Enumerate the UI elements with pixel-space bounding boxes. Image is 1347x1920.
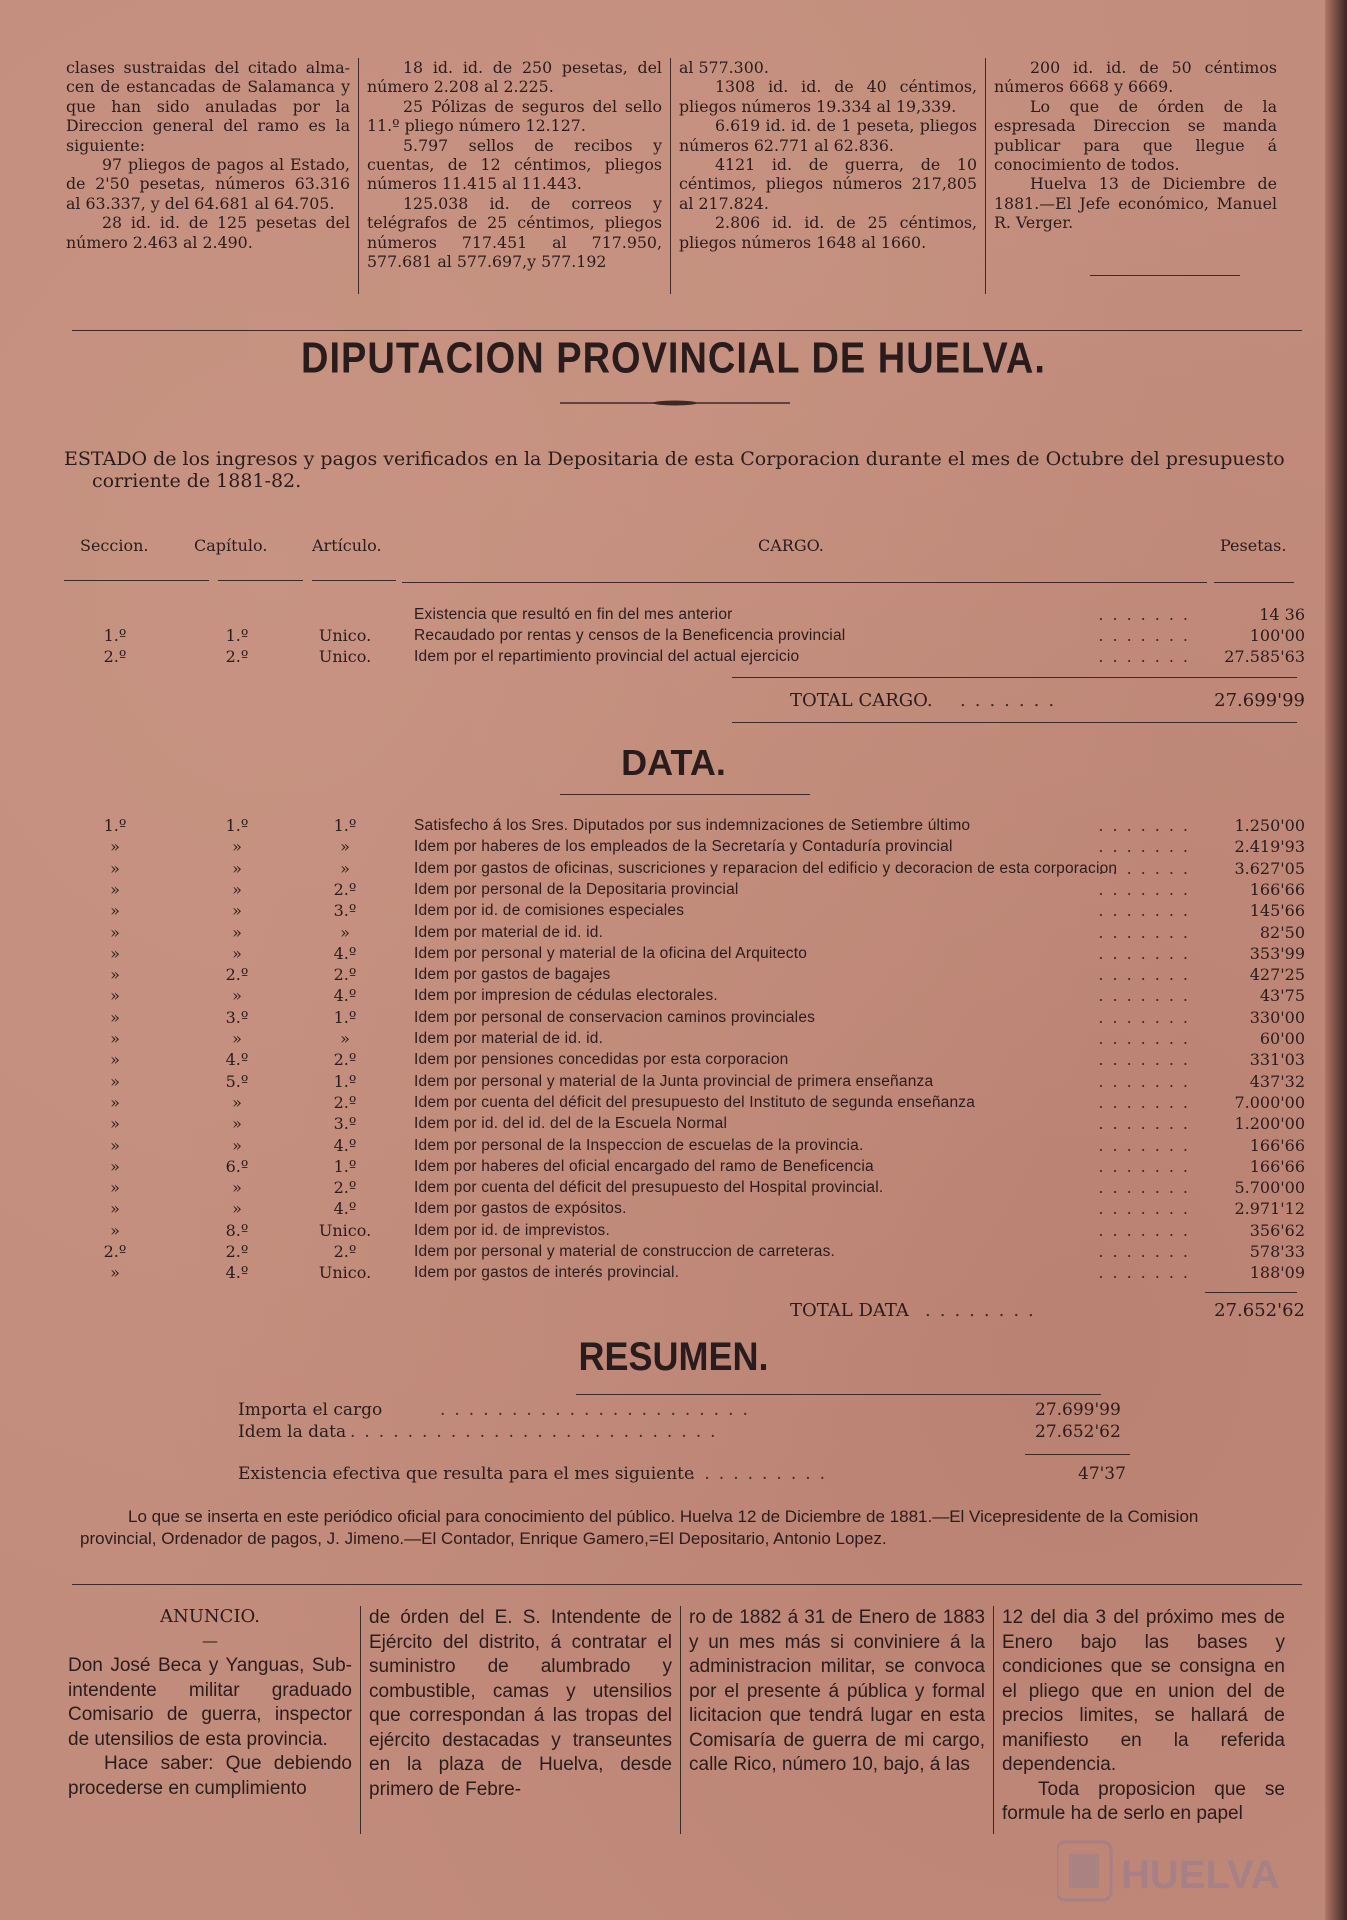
section-rule	[1090, 275, 1240, 276]
concept-cell: Idem por personal de la Inspeccion de escuelas de la provincia.	[414, 1136, 864, 1154]
seccion-cell: »	[110, 901, 120, 921]
capitulo-cell: »	[232, 922, 242, 942]
articulo-cell: 1.º	[333, 1156, 357, 1176]
concept-cell: Idem por haberes de los empleados de la Secretaría y Contaduría provincial	[414, 838, 953, 856]
table-row	[0, 858, 1347, 879]
articulo-cell: 2.º	[333, 1178, 357, 1198]
header-seccion: Seccion.	[80, 536, 149, 555]
anuncio-title: ANUNCIO.	[160, 1606, 260, 1627]
concept-cell: Idem por cuenta del déficit del presupuesto del Instituto de segunda enseñanza	[414, 1093, 976, 1111]
paragraph: 5.797 sellos de recibos y cuentas, de 12 céntimos, pliegos números 11.415 al 11.443.	[367, 135, 662, 194]
header-rule	[402, 582, 1207, 583]
leader-dots: .......	[1098, 816, 1197, 835]
seccion-cell: »	[110, 986, 120, 1006]
amount-cell: 43'75	[1259, 986, 1305, 1006]
seccion-cell: 2.º	[103, 1242, 127, 1261]
seccion-cell: »	[110, 1263, 120, 1283]
capitulo-cell: »	[232, 943, 242, 963]
concept-cell: Idem por id. de imprevistos.	[414, 1221, 610, 1239]
capitulo-cell: »	[232, 1199, 242, 1219]
header-cargo: CARGO.	[758, 536, 824, 555]
amount-cell: 356'62	[1249, 1220, 1305, 1240]
paragraph: 12 del dia 3 del próximo mes de Enero bajo las bases y condiciones que se consigna en el pliego que en union del de precios limites, se hallará de manifiesto en la referida dependencia.	[1002, 1607, 1285, 1775]
leader-dots: .......	[1098, 605, 1197, 624]
leader-dots: .......	[1098, 858, 1197, 878]
table-row	[0, 879, 1347, 900]
articulo-cell: 4.º	[333, 1199, 357, 1219]
table-row	[0, 922, 1347, 943]
table-row	[0, 1028, 1347, 1049]
paragraph: 2.806 id. id. de 25 céntimos, pliegos números 1648 al 1660.	[679, 213, 977, 252]
table-row	[0, 815, 1347, 836]
anuncio-column-4	[993, 1606, 1293, 1834]
seccion-cell: 2.º	[103, 647, 127, 666]
amount-cell: 27.585'63	[1224, 647, 1305, 666]
amount-cell: 166'66	[1249, 1135, 1305, 1155]
total-cargo-label: TOTAL CARGO.	[790, 690, 933, 711]
amount-cell: 100'00	[1249, 626, 1305, 645]
table-row	[0, 1007, 1347, 1028]
leader-dots: .......	[1098, 879, 1197, 899]
table-row	[0, 1241, 1347, 1262]
top-column-4	[985, 58, 1285, 294]
leader-dots: .......	[1098, 1071, 1197, 1091]
anuncio-dash: —	[202, 1631, 218, 1650]
articulo-cell: 1.º	[333, 816, 357, 835]
statement-intro	[64, 448, 1304, 492]
seccion-cell: »	[110, 1071, 120, 1091]
leader-dots: .......	[1098, 1220, 1197, 1240]
amount-cell: 331'03	[1249, 1050, 1305, 1070]
top-column-2	[358, 58, 670, 294]
paragraph: 1308 id. id. de 40 céntimos, pliegos números 19.334 al 19,339.	[679, 77, 977, 116]
amount-cell: 1.250'00	[1234, 816, 1305, 835]
table-row	[0, 1177, 1347, 1198]
amount-cell: 188'09	[1249, 1263, 1305, 1283]
table-row	[0, 1092, 1347, 1113]
anuncio-column-3	[680, 1606, 993, 1834]
amount-cell: 14 36	[1259, 605, 1305, 624]
amount-cell: 578'33	[1249, 1242, 1305, 1261]
articulo-cell: 2.º	[333, 1242, 357, 1261]
capitulo-cell: 8.º	[225, 1220, 249, 1240]
seccion-cell: »	[110, 1007, 120, 1027]
concept-cell: Idem por cuenta del déficit del presupuesto del Hospital provincial.	[414, 1179, 884, 1197]
amount-cell: 166'66	[1249, 1156, 1305, 1176]
header-rule	[64, 580, 209, 581]
articulo-cell: Unico.	[318, 1263, 372, 1283]
leader-dots: .......	[960, 690, 1064, 711]
capitulo-cell: 2.º	[225, 1242, 249, 1261]
seccion-cell: 1.º	[103, 626, 127, 645]
table-row	[0, 964, 1347, 985]
amount-cell: 330'00	[1249, 1007, 1305, 1027]
leader-dots: ..........................	[350, 1422, 725, 1442]
leader-dots: .......	[1098, 986, 1197, 1006]
leader-dots: ........	[925, 1300, 1043, 1321]
seccion-cell: »	[110, 1220, 120, 1240]
anuncio-columns	[60, 1606, 1293, 1834]
paragraph: Don José Beca y Yanguas, Sub-intendente militar graduado Comisario de guerra, inspector de utensilios de esta provincia.	[68, 1655, 352, 1750]
capitulo-cell: »	[232, 1135, 242, 1155]
capitulo-cell: »	[232, 901, 242, 921]
closing-paragraph	[80, 1506, 1310, 1550]
amount-cell: 427'25	[1249, 965, 1305, 985]
total-rule	[732, 677, 1297, 678]
watermark-text: HUELVA	[1121, 1853, 1280, 1897]
articulo-cell: 2.º	[333, 1050, 357, 1070]
leader-dots: .......	[1098, 901, 1197, 921]
articulo-cell: 3.º	[333, 901, 357, 921]
top-columns	[58, 58, 1285, 294]
articulo-cell: »	[340, 1029, 350, 1048]
leader-dots: .......	[1098, 1050, 1197, 1070]
seccion-cell: »	[110, 1178, 120, 1198]
header-pesetas: Pesetas.	[1220, 536, 1287, 555]
concept-cell: Idem por personal de la Depositaria provincial	[414, 880, 739, 898]
header-capitulo: Capítulo.	[194, 536, 268, 555]
concept-cell: Idem por personal de conservacion caminos provinciales	[414, 1008, 816, 1026]
total-rule	[1205, 1292, 1297, 1293]
intro-line: ESTADO de los ingresos y pagos verificados en la Depositaria de esta Corporacion durante el mes de Octubre del presupuesto	[64, 448, 1285, 470]
concept-cell: Idem por haberes del oficial encargado del ramo de Beneficencia	[414, 1157, 874, 1175]
table-row	[0, 646, 1347, 667]
capitulo-cell: 4.º	[225, 1263, 249, 1283]
capitulo-cell: 3.º	[225, 1007, 249, 1027]
amount-cell: 166'66	[1249, 879, 1305, 899]
concept-cell: Idem por gastos de interés provincial.	[414, 1264, 680, 1282]
articulo-cell: 4.º	[333, 1135, 357, 1155]
table-row	[0, 1071, 1347, 1092]
paragraph: 25 Pólizas de seguros del sello 11.º pliego número 12.127.	[367, 96, 662, 136]
paragraph: 200 id. id. de 50 céntimos números 6668 y 6669.	[994, 58, 1277, 97]
header-rule	[312, 580, 396, 581]
articulo-cell: »	[340, 837, 350, 857]
seccion-cell: »	[110, 1135, 120, 1155]
concept-cell: Idem por personal y material de la Junta provincial de primera enseñanza	[414, 1072, 934, 1090]
section-heading: DIPUTACION PROVINCIAL DE HUELVA.	[301, 334, 1046, 384]
concept-cell: Idem por id. del id. del de la Escuela Normal	[414, 1115, 728, 1133]
leader-dots: .......	[1098, 1114, 1197, 1134]
leader-dots: .......	[1098, 1007, 1197, 1027]
seccion-cell: »	[110, 1050, 120, 1070]
seccion-cell: »	[110, 1029, 120, 1048]
table-row	[0, 1113, 1347, 1134]
leader-dots: .......	[1098, 1029, 1197, 1048]
top-column-1	[58, 58, 358, 294]
table-row	[0, 604, 1347, 625]
table-row	[0, 1049, 1347, 1070]
paragraph: Huelva 13 de Diciembre de 1881.—El Jefe económico, Manuel R. Verger.	[994, 174, 1277, 233]
resumen-rule	[1025, 1454, 1130, 1455]
amount-cell: 353'99	[1249, 943, 1305, 963]
concept-cell: Idem por impresion de cédulas electorales.	[414, 987, 718, 1005]
table-row	[0, 943, 1347, 964]
resumen-data-label: Idem la data	[238, 1422, 347, 1442]
leader-dots: .......	[1098, 1263, 1197, 1283]
concept-cell: Existencia que resultó en fin del mes anterior	[414, 606, 733, 623]
resumen-cargo-amount: 27.699'99	[1035, 1400, 1121, 1420]
leader-dots: .......	[1098, 1092, 1197, 1112]
total-rule	[732, 722, 1297, 723]
paragraph: Hace saber: Que debiendo procederse en cumplimiento	[68, 1753, 352, 1799]
amount-cell: 2.971'12	[1234, 1199, 1305, 1219]
amount-cell: 437'32	[1249, 1071, 1305, 1091]
amount-cell: 5.700'00	[1234, 1178, 1305, 1198]
articulo-cell: 3.º	[333, 1114, 357, 1134]
resumen-cargo-label: Importa el cargo	[238, 1400, 383, 1420]
total-data-amount: 27.652'62	[1214, 1300, 1305, 1321]
resumen-rule	[576, 1394, 1101, 1395]
concept-cell: Idem por gastos de bagajes	[414, 966, 611, 984]
concept-cell: Idem por personal y material de construccion de carreteras.	[414, 1243, 836, 1260]
concept-cell: Idem por personal y material de la oficina del Arquitecto	[414, 944, 808, 962]
capitulo-cell: »	[232, 1092, 242, 1112]
paragraph: 97 pliegos de pagos al Estado, de 2'50 pesetas, números 63.316 al 63.337, y del 64.681 al 64.705.	[66, 155, 350, 213]
amount-cell: 3.627'05	[1234, 858, 1305, 878]
seccion-cell: »	[110, 858, 120, 878]
articulo-cell: Unico.	[318, 647, 372, 666]
leader-dots: .......	[1098, 837, 1197, 857]
leader-dots: ..........	[690, 1464, 835, 1484]
amount-cell: 2.419'93	[1234, 837, 1305, 857]
resumen-heading: RESUMEN.	[578, 1333, 769, 1379]
leader-dots: .......	[1098, 1178, 1197, 1198]
paragraph: 4121 id. de guerra, de 10 céntimos, pliegos números 217,805 al 217.824.	[679, 155, 977, 213]
closing-line: Lo que se inserta en este periódico oficial para conocimiento del público. Huelva 12 de Diciembre de 1881.—El Vicepresidente de la Comision	[128, 1507, 1199, 1526]
capitulo-cell: »	[232, 1114, 242, 1134]
capitulo-cell: 2.º	[225, 965, 249, 985]
leader-dots: .......	[1098, 1156, 1197, 1176]
amount-cell: 82'50	[1259, 922, 1305, 942]
seccion-cell: 1.º	[103, 816, 127, 835]
articulo-cell: 4.º	[333, 986, 357, 1006]
table-row	[0, 836, 1347, 857]
concept-cell: Idem por id. de comisiones especiales	[414, 902, 685, 920]
data-heading: DATA.	[621, 742, 726, 783]
amount-cell: 1.200'00	[1234, 1114, 1305, 1134]
concept-cell: Idem por pensiones concedidas por esta corporacion	[414, 1051, 789, 1069]
capitulo-cell: »	[232, 837, 242, 857]
huelva-watermark-logo	[1057, 1834, 1287, 1904]
ornament-rule	[560, 400, 790, 406]
resumen-existencia-amount: 47'37	[1078, 1464, 1126, 1484]
table-row	[0, 985, 1347, 1006]
paragraph: 6.619 id. id. de 1 peseta, pliegos números 62.771 al 62.836.	[679, 116, 977, 155]
capitulo-cell: »	[232, 986, 242, 1006]
articulo-cell: 2.º	[333, 1092, 357, 1112]
paragraph: Lo que de órden de la espresada Direccion se manda publicar para que llegue á conocimiento de todos.	[994, 96, 1277, 175]
leader-dots: .......	[1098, 1242, 1197, 1261]
header-articulo: Artículo.	[312, 536, 382, 555]
data-rule	[560, 794, 810, 795]
paragraph: al 577.300.	[679, 58, 769, 77]
top-column-3	[670, 58, 985, 294]
table-row	[0, 1156, 1347, 1177]
leader-dots: .......	[1098, 943, 1197, 963]
seccion-cell: »	[110, 1156, 120, 1176]
articulo-cell: »	[340, 922, 350, 942]
table-row	[0, 625, 1347, 646]
seccion-cell: »	[110, 922, 120, 942]
concept-cell: Idem por gastos de expósitos.	[414, 1200, 627, 1218]
paragraph: ro de 1882 á 31 de Enero de 1883 y un mes más si conviniere á la administracion militar, se convoca por el presente á pública y formal licitacion que tendrá lugar en esta Comisaría de guerra de mi cargo, calle Rico, número 10, bajo, á las	[689, 1607, 985, 1775]
seccion-cell: »	[110, 943, 120, 963]
amount-cell: 145'66	[1249, 901, 1305, 921]
capitulo-cell: »	[232, 858, 242, 878]
anuncio-column-2	[360, 1606, 680, 1834]
resumen-existencia-label: Existencia efectiva que resulta para el mes siguiente	[238, 1464, 695, 1484]
header-rule	[1214, 582, 1294, 583]
total-data-label: TOTAL DATA	[790, 1300, 909, 1321]
intro-line: corriente de 1881-82.	[92, 470, 302, 492]
header-rule	[218, 580, 303, 581]
anuncio-column-1	[60, 1606, 360, 1834]
paragraph: 18 id. id. de 250 pesetas, del número 2.208 al 2.225.	[367, 58, 662, 97]
articulo-cell: »	[340, 858, 350, 878]
paragraph: clases sustraidas del citado alma-cen de estancadas de Salamanca y que han sido anuladas por la Direccion general del ramo es la siguiente:	[66, 58, 350, 155]
section-rule	[72, 330, 1302, 331]
paragraph: 125.038 id. de correos y telégrafos de 25 céntimos, pliegos números 717.451 al 717.950, 577.681 al 577.697,y 577.192	[367, 193, 662, 272]
capitulo-cell: 5.º	[225, 1071, 249, 1091]
leader-dots: .......	[1098, 965, 1197, 985]
capitulo-cell: 2.º	[225, 647, 249, 666]
concept-cell: Idem por material de id. id.	[414, 923, 604, 941]
leader-dots: .......	[1098, 647, 1197, 666]
table-row	[0, 900, 1347, 921]
articulo-cell: 4.º	[333, 943, 357, 963]
leader-dots: .......	[1098, 626, 1197, 645]
seccion-cell: »	[110, 965, 120, 985]
leader-dots: .......	[1098, 1199, 1197, 1219]
capitulo-cell: »	[232, 879, 242, 899]
articulo-cell: 1.º	[333, 1007, 357, 1027]
paragraph: de órden del E. S. Intendente de Ejército del distrito, á contratar el suministro de alumbrado y combustible, camas y utensilios que correspondan á las tropas del ejército destacadas y transeuntes en la plaza de Huelva, desde primero de Febre-	[369, 1607, 672, 1800]
amount-cell: 7.000'00	[1234, 1092, 1305, 1112]
leader-dots: ......................	[440, 1400, 757, 1420]
concept-cell: Idem por gastos de oficinas, suscriciones y reparacion del edificio y decoracion de esta corporacion	[414, 859, 1118, 877]
concept-cell: Idem por el repartimiento provincial del actual ejercicio	[414, 648, 800, 665]
capitulo-cell: »	[232, 1178, 242, 1198]
articulo-cell: 1.º	[333, 1071, 357, 1091]
resumen-data-amount: 27.652'62	[1035, 1422, 1121, 1442]
paragraph: Toda proposicion que se formule ha de serlo en papel	[1002, 1778, 1285, 1824]
table-row	[0, 1220, 1347, 1241]
seccion-cell: »	[110, 837, 120, 857]
table-row	[0, 1135, 1347, 1156]
articulo-cell: Unico.	[318, 1220, 372, 1240]
total-cargo-amount: 27.699'99	[1214, 690, 1305, 711]
concept-cell: Idem por material de id. id.	[414, 1030, 604, 1047]
articulo-cell: 2.º	[333, 965, 357, 985]
seccion-cell: »	[110, 1114, 120, 1134]
table-row	[0, 1198, 1347, 1219]
section-rule	[72, 1584, 1302, 1585]
paragraph: 28 id. id. de 125 pesetas del número 2.463 al 2.490.	[66, 213, 350, 252]
seccion-cell: »	[110, 1092, 120, 1112]
amount-cell: 60'00	[1259, 1029, 1305, 1048]
leader-dots: .......	[1098, 1135, 1197, 1155]
seccion-cell: »	[110, 1199, 120, 1219]
articulo-cell: Unico.	[318, 626, 372, 645]
seccion-cell: »	[110, 879, 120, 899]
concept-cell: Satisfecho á los Sres. Diputados por sus indemnizaciones de Setiembre último	[414, 817, 971, 834]
capitulo-cell: 1.º	[225, 816, 249, 835]
articulo-cell: 2.º	[333, 879, 357, 899]
table-row	[0, 1262, 1347, 1283]
leader-dots: .......	[1098, 922, 1197, 942]
capitulo-cell: 6.º	[225, 1156, 249, 1176]
capitulo-cell: 4.º	[225, 1050, 249, 1070]
capitulo-cell: »	[232, 1029, 242, 1048]
closing-line: provincial, Ordenador de pagos, J. Jimeno.—El Contador, Enrique Gamero,=El Depositario, Antonio Lopez.	[80, 1529, 887, 1548]
capitulo-cell: 1.º	[225, 626, 249, 645]
concept-cell: Recaudado por rentas y censos de la Beneficencia provincial	[414, 627, 846, 644]
